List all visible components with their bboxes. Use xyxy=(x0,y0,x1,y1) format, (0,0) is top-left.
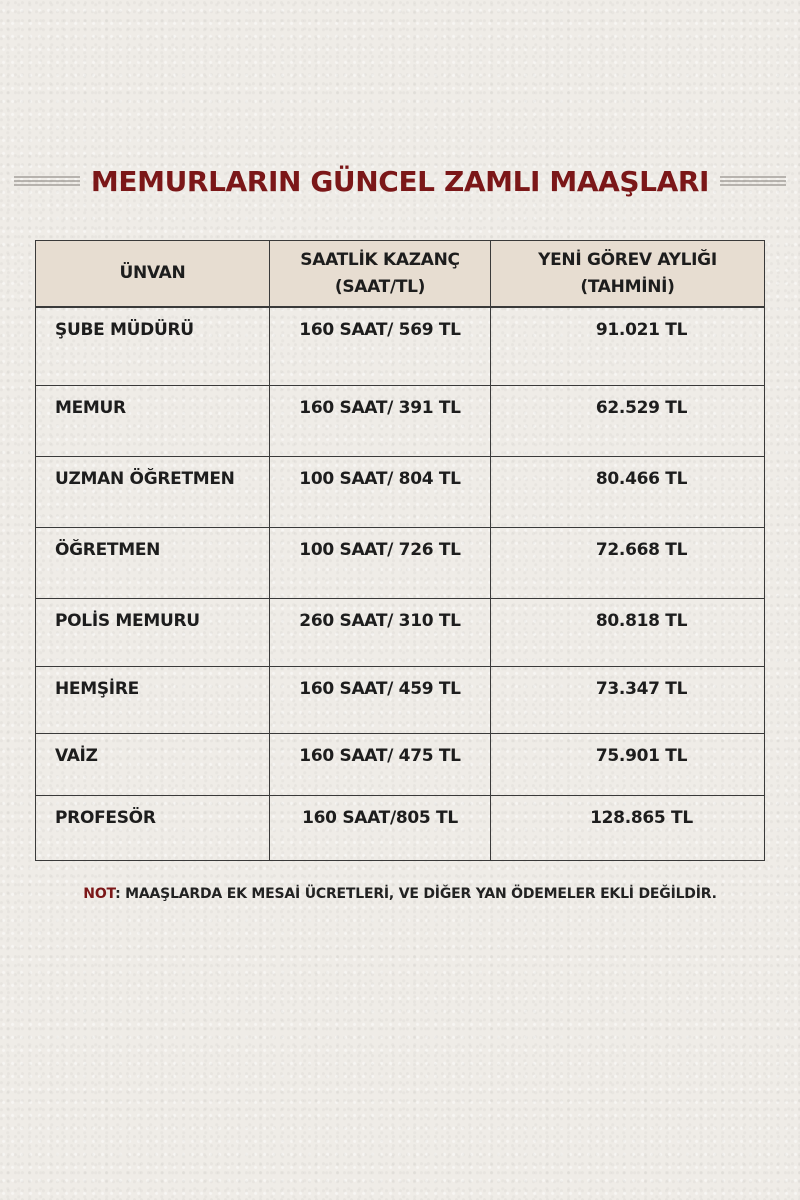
left-ornament-lines xyxy=(14,174,80,188)
title-row xyxy=(0,160,800,204)
cell-monthly: 128.865 TL xyxy=(491,796,765,861)
salary-table xyxy=(35,240,765,861)
cell-hourly: 160 SAAT/ 391 TL xyxy=(270,386,491,457)
cell-monthly: 80.466 TL xyxy=(491,457,765,528)
table-row xyxy=(36,667,765,734)
footnote-label: NOT xyxy=(83,886,116,902)
table-row xyxy=(36,386,765,457)
table-row xyxy=(36,599,765,667)
cell-title: VAİZ xyxy=(36,734,270,796)
cell-hourly: 100 SAAT/ 804 TL xyxy=(270,457,491,528)
cell-title: POLİS MEMURU xyxy=(36,599,270,667)
table-body xyxy=(36,307,765,861)
cell-monthly: 62.529 TL xyxy=(491,386,765,457)
header-title-label: ÜNVAN xyxy=(119,263,186,283)
table-row xyxy=(36,796,765,861)
cell-title: ŞUBE MÜDÜRÜ xyxy=(36,307,270,386)
cell-title: PROFESÖR xyxy=(36,796,270,861)
cell-title: MEMUR xyxy=(36,386,270,457)
cell-hourly: 160 SAAT/805 TL xyxy=(270,796,491,861)
header-hourly-line1: SAATLİK KAZANÇ xyxy=(300,249,460,270)
footnote-text: : MAAŞLARDA EK MESAİ ÜCRETLERİ, VE DİĞER YAN ÖDEMELER EKLİ DEĞİLDİR. xyxy=(115,886,717,902)
table-header-row xyxy=(36,241,765,308)
cell-hourly: 260 SAAT/ 310 TL xyxy=(270,599,491,667)
cell-title: ÖĞRETMEN xyxy=(36,528,270,599)
table-row xyxy=(36,307,765,386)
header-hourly-column xyxy=(270,241,491,308)
cell-title: HEMŞİRE xyxy=(36,667,270,734)
page-title: MEMURLARIN GÜNCEL ZAMLI MAAŞLARI xyxy=(90,165,710,198)
cell-title: UZMAN ÖĞRETMEN xyxy=(36,457,270,528)
header-title-column xyxy=(36,241,270,308)
right-ornament-lines xyxy=(720,174,786,188)
table-row xyxy=(36,734,765,796)
table-row xyxy=(36,457,765,528)
cell-monthly: 75.901 TL xyxy=(491,734,765,796)
header-monthly-column xyxy=(491,241,765,308)
cell-monthly: 72.668 TL xyxy=(491,528,765,599)
table-row xyxy=(36,528,765,599)
cell-monthly: 73.347 TL xyxy=(491,667,765,734)
cell-monthly: 91.021 TL xyxy=(491,307,765,386)
header-monthly-line1: YENİ GÖREV AYLIĞI xyxy=(538,249,717,270)
cell-hourly: 160 SAAT/ 475 TL xyxy=(270,734,491,796)
footnote xyxy=(0,886,800,902)
cell-hourly: 160 SAAT/ 459 TL xyxy=(270,667,491,734)
table-header xyxy=(36,241,765,308)
cell-hourly: 100 SAAT/ 726 TL xyxy=(270,528,491,599)
cell-hourly: 160 SAAT/ 569 TL xyxy=(270,307,491,386)
cell-monthly: 80.818 TL xyxy=(491,599,765,667)
header-monthly-line2: (TAHMİNİ) xyxy=(580,276,675,297)
header-hourly-line2: (SAAT/TL) xyxy=(334,276,426,297)
